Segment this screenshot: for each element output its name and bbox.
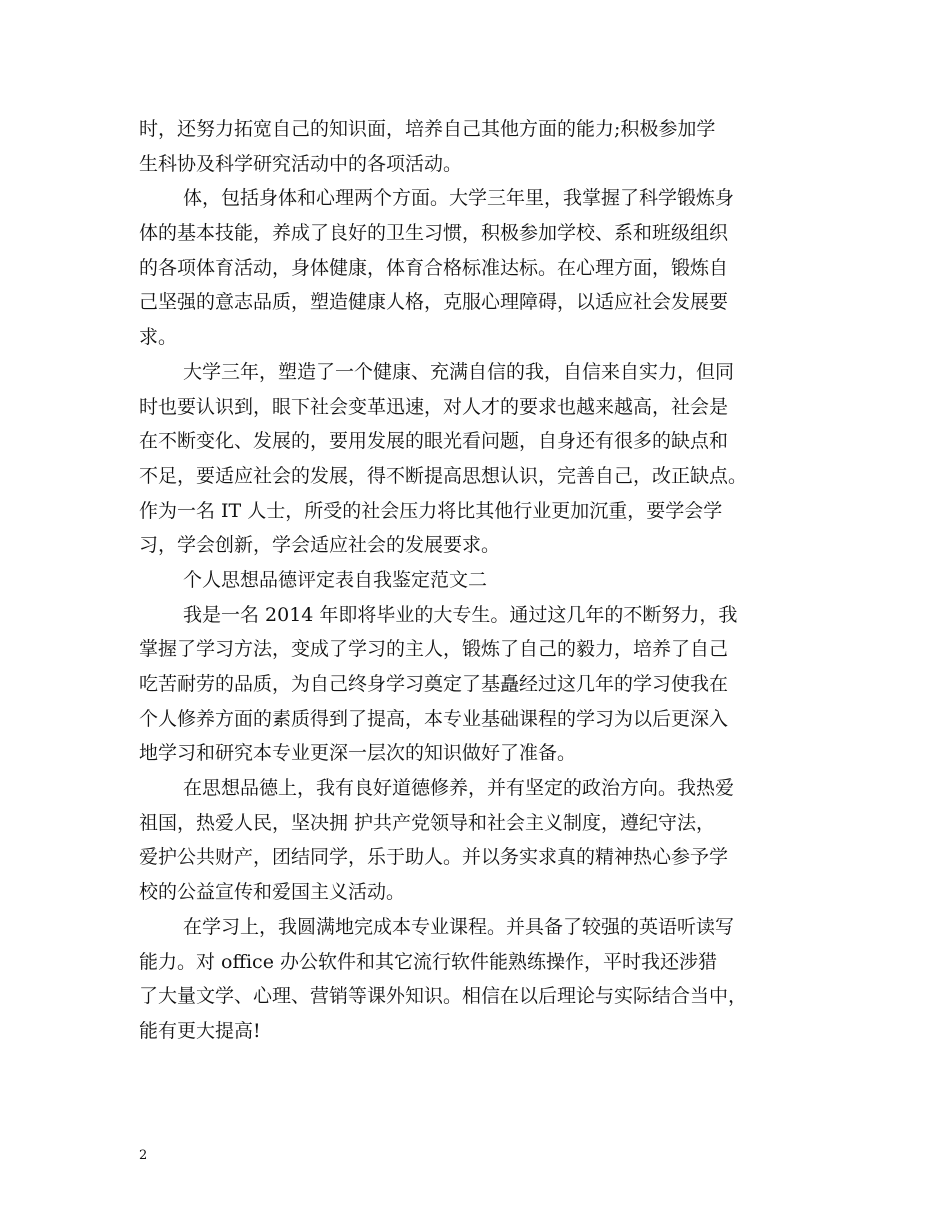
text-line: 掌握了学习方法，变成了学习的主人，锻炼了自己的毅力，培养了自己: [139, 638, 729, 661]
text-line: 祖国，热爱人民，坚决拥 护共产党领导和社会主义制度，遵纪守法，: [139, 811, 716, 834]
text-line: 在学习上，我圆满地完成本专业课程。并具备了较强的英语听读写: [183, 915, 735, 938]
text-line: 个人修养方面的素质得到了提高，本专业基础课程的学习为以后更深入: [139, 707, 729, 730]
text-line: 我是一名 2014 年即将毕业的大专生。通过这几年的不断努力，我: [183, 603, 738, 626]
text-line: 在不断变化、发展的，要用发展的眼光看问题，自身还有很多的缺点和: [139, 430, 729, 453]
text-line: 爱护公共财产，团结同学，乐于助人。并以务实求真的精神热心参予学: [139, 846, 729, 869]
text-line: 时，还努力拓宽自己的知识面，培养自己其他方面的能力;积极参加学: [139, 118, 716, 140]
text-line: 吃苦耐劳的品质，为自己终身学习奠定了基矗经过这几年的学习使我在: [139, 673, 729, 695]
text-line: 校的公益宣传和爱国主义活动。: [139, 881, 406, 904]
text-line: 己坚强的意志品质，塑造健康人格，克服心理障碍，以适应社会发展要: [139, 291, 729, 314]
text-line: 地学习和研究本专业更深一层次的知识做好了准备。: [139, 742, 577, 765]
text-line: 生科协及科学研究活动中的各项活动。: [139, 152, 463, 175]
text-line: 作为一名 IT 人士，所受的社会压力将比其他行业更加沉重，要学会学: [139, 499, 723, 522]
text-line: 求。: [139, 326, 178, 349]
text-line: 能力。对 office 办公软件和其它流行软件能熟练操作，平时我还涉猎: [139, 950, 717, 973]
text-line: 个人思想品德评定表自我鉴定范文二: [183, 568, 488, 591]
text-line: 能有更大提高!: [139, 1019, 261, 1042]
text-line: 体的基本技能，养成了良好的卫生习惯，积极参加学校、系和班级组织: [139, 222, 729, 245]
page-number: 2: [139, 1148, 148, 1163]
document-body: [139, 112, 819, 1049]
text-line: 了大量文学、心理、营销等课外知识。相信在以后理论与实际结合当中，: [139, 985, 748, 1008]
text-line: 的各项体育活动，身体健康，体育合格标准达标。在心理方面，锻炼自: [139, 256, 729, 279]
text-line: 体，包括身体和心理两个方面。大学三年里，我掌握了科学锻炼身: [183, 187, 735, 210]
text-line: 时也要认识到，眼下社会变革迅速，对人才的要求也越来越高，社会是: [139, 395, 729, 418]
text-line: 大学三年，塑造了一个健康、充满自信的我，自信来自实力，但同: [183, 360, 735, 383]
text-line: 不足，要适应社会的发展，得不断提高思想认识，完善自己，改正缺点。: [139, 464, 748, 487]
text-line: 习，学会创新，学会适应社会的发展要求。: [139, 534, 501, 557]
text-line: 在思想品德上，我有良好道德修养，并有坚定的政治方向。我热爱: [183, 777, 735, 800]
